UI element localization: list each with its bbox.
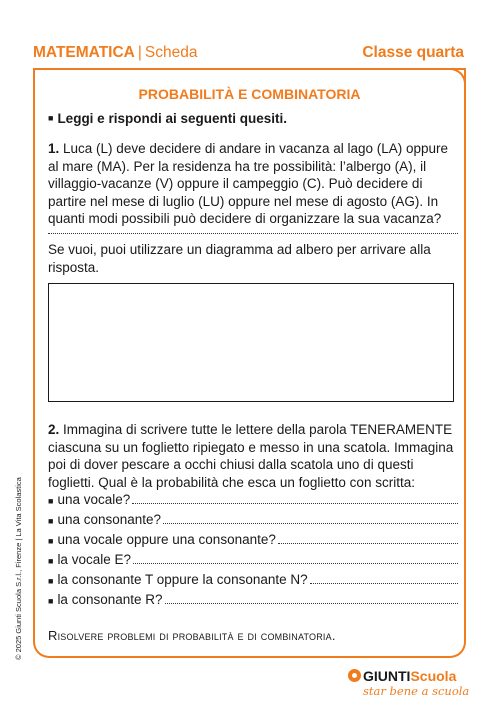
worksheet-title: PROBABILITÀ E COMBINATORIA <box>138 86 361 102</box>
giunti-logo-icon <box>348 669 361 682</box>
publisher-logo: GIUNTIScuola <box>348 668 456 686</box>
answer-line[interactable] <box>163 512 458 524</box>
answer-item: ■ la vocale E? <box>48 551 458 570</box>
answer-item: ■ una consonante? <box>48 511 458 530</box>
answer-line[interactable] <box>278 532 458 544</box>
answer-item: ■ una vocale oppure una consonante? <box>48 531 458 550</box>
answer-item: ■ una vocale? <box>48 491 458 510</box>
question-1: 1. Luca (L) deve decidere di andare in vacanza al lago (LA) oppure al mare (MA). Per la residenza ha tre possibilità: l’albergo (A), il villaggio-vacanze (V) oppure il campeggio (C). Può decidere di partire nel mese di luglio (LU) oppure nel mese di agosto (AG). In quanti modi possibili può decidere di organizzare la sua vacanza? <box>48 141 449 226</box>
bullet-icon: ■ <box>48 556 54 566</box>
question-2: 2. Immagina di scrivere tutte le lettere della parola TENERAMENTE ciascuna su un foglietto ripiegato e messo in una scatola. Immagina poi di dover pescare a occhi chiusi dalla scatola uno di questi foglietti. Qual è la probabilità che esca un foglietto con scritta: <box>48 422 454 490</box>
answer-line[interactable] <box>132 492 458 504</box>
copyright: © 2025 Giunti Scuola S.r.l., Firenze | La Vita Scolastica <box>14 477 23 660</box>
logo-tagline: star bene a scuola <box>363 684 470 698</box>
header-subject: MATEMATICA | Scheda <box>33 44 198 61</box>
learning-objective: Risolvere problemi di probabilità e di combinatoria. <box>48 628 336 643</box>
answer-line[interactable] <box>310 572 458 584</box>
instruction: ■ Leggi e rispondi ai seguenti quesiti. <box>48 111 287 126</box>
bullet-icon: ■ <box>48 576 54 586</box>
answer-line[interactable] <box>133 552 458 564</box>
bullet-icon: ■ <box>48 113 54 123</box>
bullet-icon: ■ <box>48 516 54 526</box>
header-grade: Classe quarta <box>362 44 464 61</box>
answer-item: ■ la consonante T oppure la consonante N? <box>48 571 458 590</box>
bullet-icon: ■ <box>48 536 54 546</box>
header-type: Scheda <box>144 44 198 61</box>
answer-line[interactable] <box>165 592 458 604</box>
bullet-icon: ■ <box>48 496 54 506</box>
diagram-box[interactable] <box>48 283 454 402</box>
answer-item: ■ la consonante R? <box>48 591 458 610</box>
bullet-icon: ■ <box>48 596 54 606</box>
answer-line-1[interactable] <box>48 233 458 234</box>
question-1-hint: Se vuoi, puoi utilizzare un diagramma ad albero per arrivare alla risposta. <box>48 242 431 275</box>
